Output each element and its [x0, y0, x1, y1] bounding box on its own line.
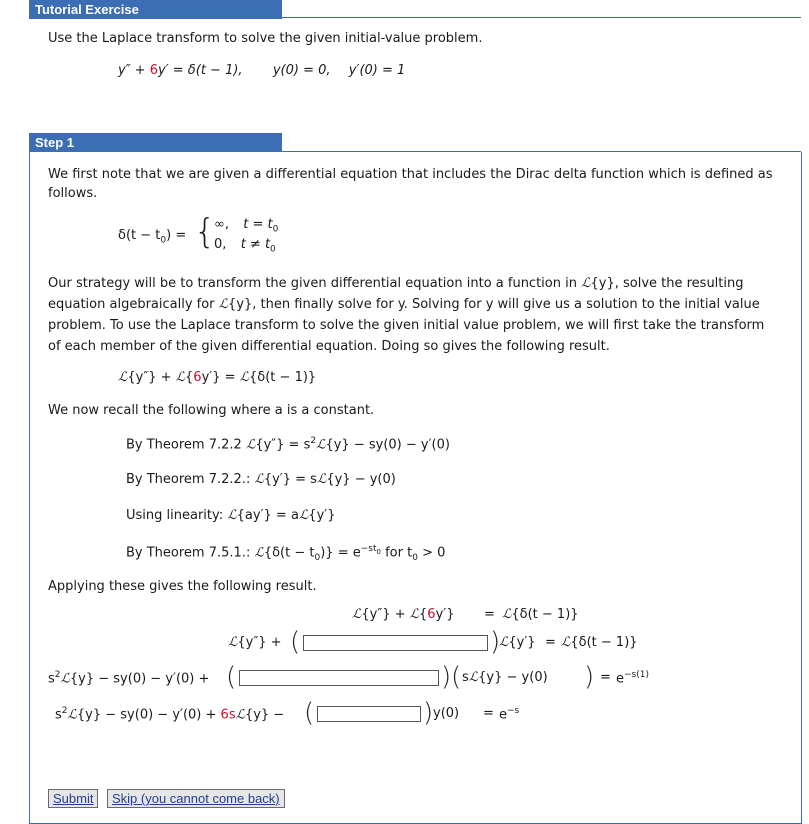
laplace-symbol: ℒ — [468, 670, 479, 685]
tutorial-header — [29, 0, 282, 19]
answer-input-1[interactable] — [303, 635, 488, 651]
laplace-symbol: ℒ — [502, 607, 512, 622]
r3-mid-b: {y} − y(0) — [478, 670, 548, 685]
step-header — [29, 133, 282, 152]
r1-a: {y″} + — [361, 607, 410, 622]
t4-supsub: 0 — [376, 547, 381, 556]
applying-text: Applying these gives the following result. — [48, 579, 317, 594]
t1-rest: {y} − sy(0) − y′(0) — [325, 437, 450, 453]
work-row-4-lhs — [55, 706, 284, 722]
t1-sup: 2 — [310, 436, 317, 446]
laplace-symbol: ℒ — [298, 508, 309, 523]
laplace-symbol: ℒ — [316, 437, 326, 453]
t4-sub: 0 — [314, 552, 321, 563]
laplace-symbol: ℒ — [228, 635, 238, 650]
r2-lhs: {y″} + — [237, 635, 282, 650]
submit-button[interactable]: Submit — [48, 789, 98, 808]
transform-c: y′} = — [201, 370, 240, 385]
t4-prefix: By Theorem 7.5.1.: — [126, 545, 255, 561]
ivp-ic2: y′(0) = 1 — [348, 63, 406, 78]
ivp-lhs-b: y′ = δ(t − 1), — [158, 63, 243, 78]
ivp-equation — [118, 63, 405, 78]
t4-forsub: 0 — [412, 552, 418, 563]
ivp-lhs-a: y″ + — [118, 63, 150, 78]
instruction-text: Use the Laplace transform to solve the given initial-value problem. — [48, 31, 483, 46]
theorem-4 — [126, 544, 445, 563]
delta-case-2 — [214, 237, 276, 255]
ivp-coef-red: 6 — [149, 63, 158, 78]
t1-body: {y″} = s — [255, 437, 311, 453]
transform-d: {δ(t − 1)} — [249, 370, 317, 385]
r4-rhs-sup: −s — [507, 706, 520, 716]
work-row-4-eq: = — [483, 706, 494, 721]
work-row-3-rhs — [616, 670, 649, 686]
open-paren: ( — [226, 662, 237, 692]
laplace-symbol: ℒ — [227, 508, 237, 523]
laplace-symbol: ℒ — [561, 635, 571, 650]
r3-rhs: e — [616, 671, 624, 687]
transform-coef-red: 6 — [193, 370, 202, 385]
laplace-symbol: ℒ — [60, 671, 70, 687]
t3-body: {ay′} = a — [236, 508, 299, 523]
r4-rhs: e — [499, 707, 507, 723]
r4-b: {y} − sy(0) − y′(0) + — [76, 707, 221, 723]
laplace-symbol: ℒ — [245, 437, 256, 453]
case1-val: ∞, — [214, 217, 229, 232]
open-paren: ( — [304, 698, 315, 728]
work-row-2-eq: = — [545, 635, 556, 650]
laplace-symbol: ℒ — [254, 545, 264, 561]
delta-lhs — [118, 228, 186, 246]
transform-a: {y″} + — [127, 370, 176, 385]
laplace-symbol: ℒ — [239, 370, 250, 385]
r2-rhs: {δ(t − 1)} — [570, 635, 638, 650]
r3-mid-a: s — [462, 670, 469, 685]
work-row-3-eq: = — [600, 670, 611, 685]
case2-val: 0, — [214, 237, 227, 252]
work-row-2-lhs — [228, 635, 282, 650]
laplace-symbol: ℒ — [316, 472, 327, 487]
laplace-symbol: ℒ — [352, 607, 362, 622]
work-row-2-rhs — [561, 635, 638, 650]
ivp-ic1: y(0) = 0, — [272, 63, 331, 78]
t2-rest: {y} − y(0) — [326, 472, 396, 487]
t1-prefix: By Theorem 7.2.2 — [126, 437, 246, 453]
case2-sub: 0 — [270, 244, 276, 255]
t4-for: for t — [380, 545, 413, 561]
transform-equation — [118, 370, 316, 385]
t4-sup: −st — [360, 544, 377, 554]
work-row-1-lhs — [352, 607, 454, 622]
r3-b: {y} − sy(0) − y′(0) + — [69, 671, 210, 687]
r3-a: s — [48, 671, 55, 687]
open-paren: ( — [451, 662, 462, 692]
step-box — [29, 152, 802, 824]
close-paren: ) — [490, 627, 501, 657]
r1-coef-red: 6 — [427, 607, 436, 622]
t4-body: {δ(t − t — [263, 545, 315, 561]
step-header-label: Step 1 — [35, 135, 75, 150]
laplace-symbol: ℒ — [67, 707, 77, 723]
transform-b: { — [185, 370, 194, 385]
work-row-1-rhs — [502, 607, 579, 622]
delta-lhs-end: ) = — [166, 228, 187, 243]
r1-b: { — [419, 607, 428, 622]
r4-sup: 2 — [61, 706, 68, 716]
strategy-paragraph — [48, 273, 773, 357]
r4-c: {y} − — [244, 707, 285, 723]
r2-after: {y′} — [508, 635, 536, 650]
t3-prefix: Using linearity: — [126, 508, 228, 523]
recall-text: We now recall the following where a is a constant. — [48, 403, 375, 418]
laplace-symbol: ℒ — [235, 707, 245, 723]
answer-input-2[interactable] — [239, 670, 439, 686]
case2-cond: t ≠ t — [240, 237, 271, 252]
tutorial-header-rule — [282, 17, 801, 18]
work-row-2-after — [499, 635, 536, 650]
r4-coef-red: 6s — [220, 707, 236, 723]
work-row-3-lhs — [48, 670, 209, 686]
t2-body: {y′} = s — [263, 472, 317, 487]
laplace-symbol: ℒ — [118, 370, 128, 385]
r3-sup: 2 — [54, 670, 61, 680]
t4-rest: )} = e — [320, 545, 361, 561]
theorem-2 — [126, 472, 396, 487]
r4-a: s — [55, 707, 62, 723]
work-row-4-after: y(0) — [433, 706, 460, 721]
strategy-p1: Our strategy will be to transform the given differential equation into a function in — [48, 276, 582, 291]
t3-rest: {y′} — [308, 508, 336, 523]
laplace-symbol: ℒ — [581, 276, 591, 291]
theorem-3 — [126, 508, 335, 523]
strategy-p2: {y}, solve the resulting equation algebraically for — [48, 276, 744, 312]
close-paren: ) — [584, 662, 595, 692]
t4-gt: > 0 — [417, 545, 446, 561]
delta-case-1 — [214, 217, 278, 235]
strategy-p3: {y}, then finally solve for y. Solving for y will give us a solution to the initial value problem. To use the Laplace transform to solve the given initial value problem, we will first take the transform of each member of the given differential equation. Doing so gives the following result. — [48, 297, 765, 354]
delta-lhs-text: δ(t − t — [118, 228, 161, 243]
work-row-3-mid — [462, 670, 548, 685]
r3-rhs-sup: −s(1) — [624, 670, 649, 680]
work-row-4-rhs — [499, 706, 519, 722]
delta-lhs-sub: 0 — [160, 235, 167, 246]
case1-cond: t = t — [243, 217, 273, 232]
step-intro: We first note that we are given a differential equation that includes the Dirac delta function which is defined as follows. — [48, 167, 773, 201]
case1-sub: 0 — [272, 224, 279, 235]
open-paren: ( — [290, 627, 301, 657]
answer-input-3[interactable] — [317, 706, 421, 722]
laplace-symbol: ℒ — [175, 370, 185, 385]
laplace-symbol: ℒ — [218, 297, 229, 312]
tutorial-header-label: Tutorial Exercise — [35, 2, 139, 17]
theorem-1 — [126, 436, 450, 452]
laplace-symbol: ℒ — [409, 607, 419, 622]
r1-c: y′} — [435, 607, 455, 622]
laplace-symbol: ℒ — [254, 472, 264, 487]
r1-rhs: {δ(t − 1)} — [511, 607, 579, 622]
left-brace: { — [194, 212, 216, 252]
close-paren: ) — [423, 698, 434, 728]
skip-button[interactable]: Skip (you cannot come back) — [107, 789, 285, 808]
t2-prefix: By Theorem 7.2.2.: — [126, 472, 255, 487]
laplace-symbol: ℒ — [499, 635, 509, 650]
work-row-1-eq: = — [484, 607, 495, 622]
close-paren: ) — [441, 662, 452, 692]
